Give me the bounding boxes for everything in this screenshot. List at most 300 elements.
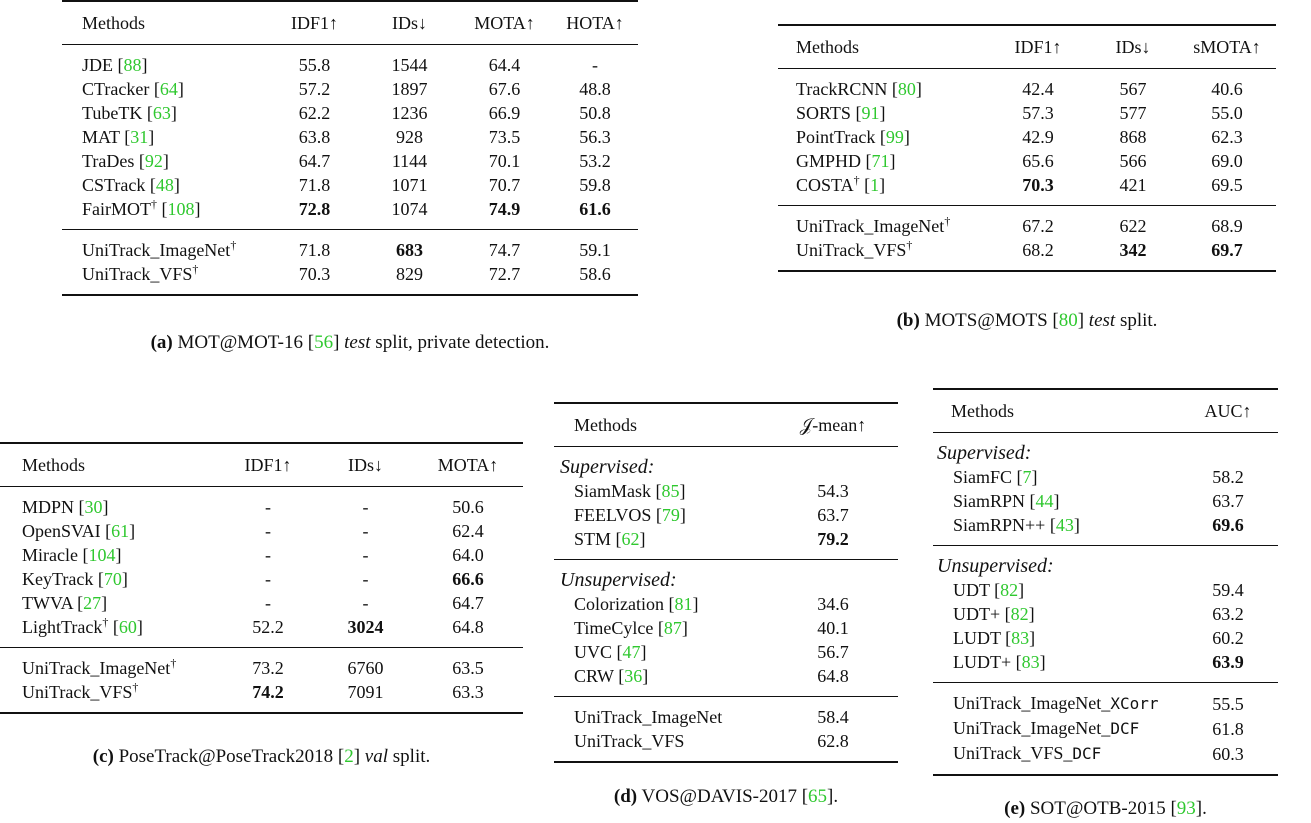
table-row [62, 125, 638, 149]
value-cell: 42.9 [1022, 127, 1054, 147]
group-row [554, 447, 898, 480]
value-cell: 56.3 [579, 127, 611, 147]
dagger-mark: † [853, 173, 860, 187]
method-cell: LUDT+ [83] [933, 650, 1178, 683]
method-cell: STM [62] [554, 527, 768, 560]
method-name: Colorization [574, 594, 664, 614]
value-cell: 1071 [391, 175, 428, 195]
table-d-caption: (d) VOS@DAVIS-2017 [65]. [613, 786, 839, 807]
citation-link[interactable]: 47 [622, 642, 641, 662]
value-cell: 72.7 [457, 262, 552, 295]
citation-link[interactable]: 82 [1000, 580, 1019, 600]
table-row [554, 479, 898, 503]
value-cell: 64.4 [488, 55, 521, 75]
col-header: MOTA↑ [413, 443, 523, 487]
method-cell: CRW [36] [554, 664, 768, 697]
method-cell: FairMOT† [108] [62, 197, 267, 230]
method-cell: Colorization [81] [574, 594, 699, 614]
method-name: CTracker [82, 79, 150, 99]
method-name: FEELVOS [574, 505, 652, 525]
value-cell: 64.7 [298, 151, 331, 171]
value-cell: 70.3 [267, 262, 362, 295]
value-cell: 60.3 [1178, 741, 1278, 775]
col-header: sMOTA↑ [1178, 25, 1276, 69]
method-cell: FEELVOS [79] [574, 505, 686, 525]
table-e-header-row [933, 389, 1278, 433]
table-row [933, 513, 1278, 546]
value-cell: 66.6 [452, 569, 484, 589]
value-cell: 63.2 [1212, 604, 1244, 624]
method-cell: PointTrack [99] [796, 127, 910, 147]
value-cell: 56.7 [817, 642, 849, 662]
method-name: CSTrack [82, 175, 146, 195]
citation-link[interactable]: 83 [1021, 652, 1040, 672]
col-header: IDs↓ [1088, 25, 1178, 69]
value-cell: 63.9 [1178, 650, 1278, 683]
value-cell: 566 [1119, 151, 1147, 171]
method-cell [62, 230, 267, 263]
method-name: SiamRPN++ [953, 515, 1046, 535]
method-cell [778, 238, 988, 271]
citation-link[interactable]: 99 [885, 127, 904, 147]
group-label: Unsupervised: [560, 569, 677, 591]
table-row [933, 626, 1278, 650]
value-cell: 60.2 [1212, 628, 1244, 648]
citation-link[interactable]: 108 [167, 199, 195, 219]
method-name: TimeCylce [574, 618, 654, 638]
table-row [554, 640, 898, 664]
citation-link[interactable]: 82 [1010, 604, 1029, 624]
citation-link[interactable]: 104 [88, 545, 116, 565]
value-cell: 62.2 [298, 103, 331, 123]
value-cell: 1544 [391, 55, 428, 75]
col-header: IDs↓ [318, 443, 413, 487]
table-row [778, 206, 1276, 239]
table-row [778, 149, 1276, 173]
table-row [62, 197, 638, 230]
method-name: LightTrack [22, 617, 103, 637]
value-cell: - [265, 521, 271, 541]
method-name: UniTrack_ImageNet_ [953, 693, 1111, 713]
table-row [62, 77, 638, 101]
table-c-header-row [0, 443, 523, 487]
citation-link[interactable]: 85 [661, 481, 680, 501]
citation-link[interactable]: 1 [870, 175, 880, 195]
table-e-caption: (e) SOT@OTB-2015 [93]. [1004, 798, 1207, 819]
method-name: STM [574, 529, 612, 549]
citation-link[interactable]: 80 [1058, 310, 1078, 331]
table-row [933, 683, 1278, 717]
group-label: Unsupervised: [937, 555, 1054, 577]
method-name: UniTrack_ImageNet [796, 216, 945, 236]
value-cell: 3024 [318, 615, 413, 648]
citation-link[interactable]: 48 [155, 175, 174, 195]
method-name: Miracle [22, 545, 78, 565]
col-header: MOTA↑ [457, 1, 552, 45]
method-variant: DCF [1072, 744, 1102, 763]
group-row [933, 546, 1278, 579]
value-cell: 52.2 [218, 615, 318, 648]
citation-link[interactable]: 2 [344, 746, 354, 767]
value-cell: 64.7 [452, 593, 484, 613]
table-row [0, 615, 523, 648]
value-cell: 59.8 [579, 175, 611, 195]
value-cell: 64.0 [452, 545, 484, 565]
table-b-caption: (b) MOTS@MOTS [80] test split. [896, 310, 1158, 331]
citation-link[interactable]: 30 [84, 497, 103, 517]
value-cell: 34.6 [817, 594, 849, 614]
table-a-caption: (a) MOT@MOT-16 [56] test split, private detection. [150, 332, 550, 353]
method-cell: CTracker [64] [82, 79, 184, 99]
value-cell: 6760 [347, 658, 384, 678]
method-cell: SiamMask [85] [574, 481, 686, 501]
value-cell: 70.3 [988, 173, 1088, 206]
method-cell [778, 206, 988, 239]
citation-link[interactable]: 92 [144, 151, 163, 171]
value-cell: 59.1 [579, 240, 611, 260]
col-header: Methods [933, 389, 1178, 433]
value-cell: 63.5 [452, 658, 484, 678]
table-row [778, 173, 1276, 206]
value-cell: 55.8 [298, 55, 331, 75]
method-name: UDT+ [953, 604, 1001, 624]
col-header: HOTA↑ [552, 1, 638, 45]
method-name: SORTS [796, 103, 851, 123]
value-cell: 70.7 [488, 175, 521, 195]
value-cell: 61.8 [1212, 718, 1244, 739]
table-row [554, 527, 898, 560]
value-cell: 58.2 [1212, 467, 1244, 487]
citation-link[interactable]: 83 [1011, 628, 1030, 648]
value-cell: 42.4 [1022, 79, 1054, 99]
method-name: LUDT [953, 628, 1001, 648]
citation-link[interactable]: 44 [1035, 491, 1054, 511]
citation-link[interactable]: 71 [871, 151, 890, 171]
value-cell: 7091 [318, 680, 413, 713]
col-header: IDF1↑ [267, 1, 362, 45]
citation-link[interactable]: 88 [123, 55, 142, 75]
method-cell [0, 680, 218, 713]
value-cell: 58.6 [552, 262, 638, 295]
value-cell: 63.7 [817, 505, 849, 525]
value-cell: - [592, 55, 598, 75]
table-row [0, 487, 523, 520]
method-cell [933, 716, 1178, 741]
citation-link[interactable]: 61 [111, 521, 130, 541]
citation-link[interactable]: 70 [103, 569, 122, 589]
citation-link[interactable]: 62 [621, 529, 640, 549]
method-name: PointTrack [796, 127, 876, 147]
table-a-grid [62, 0, 638, 296]
method-cell: CSTrack [48] [82, 175, 180, 195]
method-variant: DCF [1110, 719, 1140, 738]
table-row [778, 125, 1276, 149]
col-header: Methods [554, 403, 768, 447]
value-cell: 342 [1088, 238, 1178, 271]
value-cell: 69.5 [1178, 173, 1276, 206]
method-name: UniTrack_ImageNet [82, 240, 231, 260]
value-cell: 577 [1119, 103, 1147, 123]
value-cell: 66.9 [488, 103, 521, 123]
method-cell [933, 741, 1178, 775]
value-cell: 68.9 [1211, 216, 1243, 236]
value-cell: 928 [396, 127, 423, 147]
citation-link[interactable]: 80 [897, 79, 916, 99]
value-cell: 61.6 [552, 197, 638, 230]
method-cell: TWVA [27] [22, 593, 108, 613]
value-cell: 73.5 [488, 127, 521, 147]
table-row [62, 101, 638, 125]
table-row [62, 262, 638, 295]
value-cell: 40.6 [1211, 79, 1243, 99]
value-cell: 57.3 [1022, 103, 1054, 123]
dagger-mark: † [230, 238, 237, 252]
method-variant: XCorr [1110, 694, 1159, 713]
value-cell: 64.8 [413, 615, 523, 648]
table-row [933, 465, 1278, 489]
value-cell: 62.8 [768, 729, 898, 762]
method-name: UniTrack_ImageNet [22, 658, 171, 678]
value-cell: 69.0 [1211, 151, 1243, 171]
value-cell: - [362, 521, 369, 541]
value-cell: - [265, 497, 271, 517]
value-cell: 71.8 [298, 240, 331, 260]
method-cell: TubeTK [63] [82, 103, 177, 123]
value-cell: 69.7 [1178, 238, 1276, 271]
value-cell: 55.0 [1211, 103, 1243, 123]
method-cell: TrackRCNN [80] [796, 79, 922, 99]
col-header: IDs↓ [362, 1, 457, 45]
citation-link[interactable]: 79 [661, 505, 680, 525]
method-name: OpenSVAI [22, 521, 101, 541]
value-cell: 567 [1119, 79, 1147, 99]
table-row [62, 149, 638, 173]
method-cell: UDT+ [82] [953, 604, 1035, 624]
value-cell: - [362, 497, 369, 517]
table-row [933, 578, 1278, 602]
table-row [62, 230, 638, 263]
table-d-grid [554, 402, 898, 763]
value-cell: - [362, 545, 369, 565]
value-cell: 683 [396, 240, 423, 260]
table-row [0, 648, 523, 681]
table-row [62, 173, 638, 197]
method-cell: JDE [88] [82, 55, 148, 75]
method-cell: SORTS [91] [796, 103, 886, 123]
method-name: UniTrack_VFS [796, 240, 907, 260]
table-row [62, 45, 638, 78]
value-cell: 53.2 [579, 151, 611, 171]
method-cell [933, 683, 1178, 717]
citation-link[interactable]: 43 [1055, 515, 1074, 535]
table-b [778, 24, 1276, 272]
citation-link[interactable]: 31 [130, 127, 149, 147]
method-name: UVC [574, 642, 613, 662]
method-cell: SiamFC [7] [953, 467, 1038, 487]
method-cell: Miracle [104] [22, 545, 122, 565]
value-cell: 1236 [391, 103, 428, 123]
col-header: Methods [0, 443, 218, 487]
value-cell: 57.2 [298, 79, 331, 99]
col-header: 𝒥-mean↑ [768, 403, 898, 447]
method-name: JDE [82, 55, 113, 75]
table-row [554, 592, 898, 616]
value-cell: 58.4 [817, 707, 849, 727]
value-cell: 1897 [391, 79, 428, 99]
method-name: COSTA [796, 175, 854, 195]
method-cell [62, 262, 267, 295]
value-cell: - [265, 569, 271, 589]
citation-link[interactable]: 60 [118, 617, 137, 637]
col-header: Methods [778, 25, 988, 69]
table-b-header-row [778, 25, 1276, 69]
dagger-mark: † [132, 680, 139, 694]
value-cell: 622 [1119, 216, 1147, 236]
dagger-mark: † [170, 656, 177, 670]
table-row [0, 591, 523, 615]
method-name: FairMOT [82, 199, 151, 219]
method-cell: UDT [82] [953, 580, 1025, 600]
value-cell: - [265, 593, 271, 613]
table-row [778, 69, 1276, 102]
value-cell: - [265, 545, 271, 565]
value-cell: 829 [362, 262, 457, 295]
method-name: SiamMask [574, 481, 652, 501]
method-name: KeyTrack [22, 569, 94, 589]
method-name: UniTrack_VFS [22, 682, 133, 702]
method-name: UniTrack_ImageNet_ [953, 718, 1111, 738]
citation-link[interactable]: 65 [808, 786, 828, 807]
method-name: UniTrack_VFS [82, 264, 193, 284]
value-cell: 79.2 [768, 527, 898, 560]
citation-link[interactable]: 64 [159, 79, 178, 99]
citation-link[interactable]: 81 [674, 594, 693, 614]
value-cell: 48.8 [579, 79, 611, 99]
citation-link[interactable]: 63 [152, 103, 171, 123]
table-d [554, 402, 898, 763]
citation-link[interactable]: 93 [1176, 798, 1196, 819]
table-a [62, 0, 638, 296]
citation-link[interactable]: 87 [663, 618, 682, 638]
table-row [933, 489, 1278, 513]
value-cell: 74.2 [218, 680, 318, 713]
value-cell: 55.5 [1212, 693, 1244, 714]
value-cell: 74.7 [488, 240, 521, 260]
method-name: UniTrack_ImageNet [574, 707, 723, 727]
citation-link[interactable]: 91 [861, 103, 880, 123]
table-c-grid [0, 442, 523, 714]
col-header: AUC↑ [1178, 389, 1278, 433]
method-cell: GMPHD [71] [796, 151, 896, 171]
col-header: IDF1↑ [218, 443, 318, 487]
value-cell: 54.3 [817, 481, 849, 501]
dagger-mark: † [944, 214, 951, 228]
table-row [0, 543, 523, 567]
citation-link[interactable]: 7 [1022, 467, 1032, 487]
method-cell: COSTA† [1] [778, 173, 988, 206]
method-cell: UVC [47] [574, 642, 647, 662]
method-name: LUDT+ [953, 652, 1012, 672]
table-row [778, 238, 1276, 271]
value-cell: - [362, 569, 369, 589]
dagger-mark: † [102, 615, 109, 629]
method-name: UniTrack_VFS_ [953, 743, 1073, 763]
value-cell: 50.8 [579, 103, 611, 123]
method-cell: MAT [31] [82, 127, 155, 147]
value-cell: 50.6 [452, 497, 484, 517]
dagger-mark: † [151, 197, 157, 211]
table-c [0, 442, 523, 714]
method-name: TubeTK [82, 103, 143, 123]
table-row [554, 729, 898, 762]
method-cell: SiamRPN++ [43] [933, 513, 1178, 546]
value-cell: 74.9 [457, 197, 552, 230]
table-row [778, 101, 1276, 125]
method-cell: OpenSVAI [61] [22, 521, 136, 541]
value-cell: 64.8 [768, 664, 898, 697]
table-b-grid [778, 24, 1276, 272]
value-cell: 63.8 [298, 127, 331, 147]
value-cell: 63.7 [1212, 491, 1244, 511]
value-cell: 67.6 [488, 79, 521, 99]
value-cell: 72.8 [267, 197, 362, 230]
table-row [554, 616, 898, 640]
value-cell: 65.6 [1022, 151, 1054, 171]
value-cell: - [362, 593, 369, 613]
method-name: UDT [953, 580, 990, 600]
value-cell: 71.8 [298, 175, 331, 195]
col-header: Methods [62, 1, 267, 45]
method-name: MAT [82, 127, 120, 147]
dagger-mark: † [192, 262, 199, 276]
value-cell: 59.4 [1212, 580, 1244, 600]
citation-link[interactable]: 56 [314, 332, 334, 353]
method-cell: KeyTrack [70] [22, 569, 128, 589]
method-name: SiamFC [953, 467, 1013, 487]
table-row [933, 716, 1278, 741]
value-cell: 73.2 [252, 658, 284, 678]
table-row [933, 602, 1278, 626]
value-cell: 63.3 [413, 680, 523, 713]
method-name: CRW [574, 666, 614, 686]
method-cell: TraDes [92] [82, 151, 169, 171]
table-row [554, 503, 898, 527]
table-row [0, 567, 523, 591]
citation-link[interactable]: 36 [624, 666, 643, 686]
method-name: UniTrack_VFS [554, 729, 768, 762]
value-cell: 62.3 [1211, 127, 1243, 147]
method-name: TrackRCNN [796, 79, 888, 99]
method-name: MDPN [22, 497, 75, 517]
table-e [933, 388, 1278, 776]
method-cell: MDPN [30] [22, 497, 109, 517]
group-row [933, 433, 1278, 466]
table-c-caption: (c) PoseTrack@PoseTrack2018 [2] val split. [92, 746, 431, 767]
method-name: GMPHD [796, 151, 862, 171]
table-row [0, 680, 523, 713]
method-cell: TimeCylce [87] [574, 618, 688, 638]
value-cell: 68.2 [988, 238, 1088, 271]
method-cell: SiamRPN [44] [953, 491, 1060, 511]
value-cell: 69.6 [1178, 513, 1278, 546]
dagger-mark: † [906, 238, 913, 252]
value-cell: 1144 [391, 151, 428, 171]
method-name: TraDes [82, 151, 135, 171]
method-name: TWVA [22, 593, 73, 613]
method-cell: LUDT [83] [953, 628, 1036, 648]
citation-link[interactable]: 27 [83, 593, 102, 613]
col-header: IDF1↑ [988, 25, 1088, 69]
